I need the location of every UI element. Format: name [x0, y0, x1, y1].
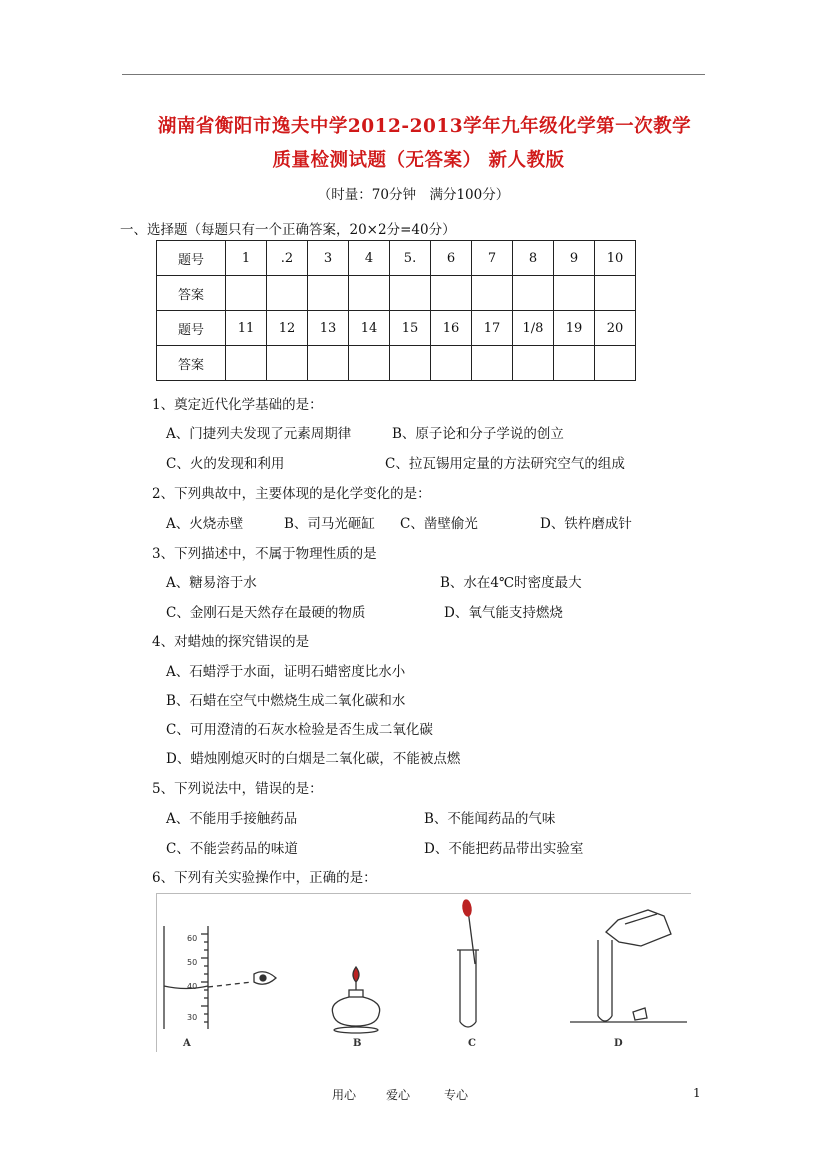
option-a: A、火烧赤壁 — [166, 516, 244, 532]
option-d: D、蜡烛刚熄灭时的白烟是二氧化碳，不能被点燃 — [166, 751, 461, 767]
table-cell: 8 — [513, 241, 554, 276]
scale-mark: 50 — [187, 958, 198, 967]
doc-title-line2: 质量检测试题（无答案） 新人教版 — [272, 150, 565, 171]
table-cell: 12 — [267, 311, 308, 346]
answer-cell[interactable] — [513, 346, 554, 381]
answer-cell[interactable] — [472, 346, 513, 381]
question-5-stem: 5、下列说法中，错误的是： — [152, 781, 323, 797]
question-3-stem: 3、下列描述中，不属于物理性质的是 — [152, 546, 377, 562]
table-row — [157, 241, 636, 276]
table-cell: 1/8 — [513, 311, 554, 346]
table-cell: 19 — [554, 311, 595, 346]
scale-mark: 30 — [187, 1013, 198, 1022]
answer-cell[interactable] — [308, 276, 349, 311]
answer-cell[interactable] — [390, 276, 431, 311]
table-cell: 4 — [349, 241, 390, 276]
doc-title-line1: 湖南省衡阳市逸夫中学2012-2013学年九年级化学第一次教学 — [157, 116, 692, 137]
table-cell: 20 — [595, 311, 636, 346]
table-cell: .2 — [267, 241, 308, 276]
option-d: D、铁杵磨成针 — [540, 516, 632, 532]
answer-cell[interactable] — [226, 346, 267, 381]
table-cell: 11 — [226, 311, 267, 346]
table-cell: 7 — [472, 241, 513, 276]
answer-cell[interactable] — [554, 346, 595, 381]
option-b: B、水在4℃时密度最大 — [440, 575, 582, 591]
table-cell: 5. — [390, 241, 431, 276]
option-b: B、石蜡在空气中燃烧生成二氧化碳和水 — [166, 693, 406, 709]
answer-cell[interactable] — [226, 276, 267, 311]
question-4-stem: 4、对蜡烛的探究错误的是 — [152, 634, 310, 650]
option-b: B、原子论和分子学说的创立 — [392, 426, 564, 442]
figure-b-alcohol-lamp — [332, 967, 379, 1033]
table-cell-label: 题号 — [157, 311, 226, 346]
figure-c-dropper-test-tube — [457, 900, 479, 1027]
option-a: A、门捷列夫发现了元素周期律 — [166, 426, 352, 442]
option-a: A、石蜡浮于水面，证明石蜡密度比水小 — [166, 664, 406, 680]
answer-cell[interactable] — [595, 276, 636, 311]
table-cell: 10 — [595, 241, 636, 276]
table-cell: 13 — [308, 311, 349, 346]
table-cell: 16 — [431, 311, 472, 346]
table-cell: 3 — [308, 241, 349, 276]
lab-operations-figure — [156, 893, 691, 1052]
figure-label: A — [183, 1038, 191, 1049]
answer-cell[interactable] — [267, 276, 308, 311]
table-row — [157, 311, 636, 346]
option-d: D、不能把药品带出实验室 — [424, 841, 584, 857]
table-row — [157, 346, 636, 381]
option-c: C、可用澄清的石灰水检验是否生成二氧化碳 — [166, 722, 433, 738]
option-a: A、不能用手接触药品 — [166, 811, 298, 827]
answer-cell[interactable] — [431, 276, 472, 311]
figure-d-pouring-liquid — [570, 910, 687, 1022]
answer-cell[interactable] — [513, 276, 554, 311]
figure-label: C — [468, 1038, 476, 1049]
table-cell: 15 — [390, 311, 431, 346]
scale-mark: 40 — [187, 982, 198, 991]
footer-motto-1: 用心 — [332, 1088, 357, 1102]
figure-a-graduated-cylinder — [164, 926, 276, 1029]
option-c: C、凿壁偷光 — [400, 516, 478, 532]
option-a: A、糖易溶于水 — [166, 575, 257, 591]
answer-cell[interactable] — [595, 346, 636, 381]
answer-cell[interactable] — [431, 346, 472, 381]
table-cell: 6 — [431, 241, 472, 276]
answer-cell[interactable] — [390, 346, 431, 381]
question-1-stem: 1、奠定近代化学基础的是： — [152, 397, 323, 413]
table-cell: 9 — [554, 241, 595, 276]
section-heading: 一、选择题（每题只有一个正确答案，20×2分=40分） — [120, 222, 456, 238]
answer-cell[interactable] — [554, 276, 595, 311]
question-6-stem: 6、下列有关实验操作中，正确的是： — [152, 870, 377, 886]
question-2-stem: 2、下列典故中，主要体现的是化学变化的是： — [152, 486, 431, 502]
header-rule — [122, 74, 705, 75]
option-d: C、拉瓦锡用定量的方法研究空气的组成 — [385, 456, 625, 472]
footer-motto-3: 专心 — [444, 1088, 469, 1102]
option-b: B、不能闻药品的气味 — [424, 811, 556, 827]
option-c: C、金刚石是天然存在最硬的物质 — [166, 605, 366, 621]
exam-duration: （时量：70分钟 满分100分） — [317, 187, 510, 203]
answer-cell[interactable] — [267, 346, 308, 381]
answer-cell[interactable] — [308, 346, 349, 381]
option-d: D、氧气能支持燃烧 — [444, 605, 563, 621]
table-cell-label: 答案 — [157, 346, 226, 381]
lab-figure-svg — [157, 894, 691, 1052]
figure-label: D — [614, 1038, 623, 1049]
option-c: C、不能尝药品的味道 — [166, 841, 298, 857]
page-number: 1 — [693, 1086, 701, 1100]
scale-mark: 60 — [187, 934, 198, 943]
footer-motto-2: 爱心 — [386, 1088, 411, 1102]
table-cell: 1 — [226, 241, 267, 276]
table-cell-label: 题号 — [157, 241, 226, 276]
answer-cell[interactable] — [472, 276, 513, 311]
answer-cell[interactable] — [349, 276, 390, 311]
option-c: C、火的发现和利用 — [166, 456, 285, 472]
figure-label: B — [353, 1038, 362, 1049]
table-cell: 14 — [349, 311, 390, 346]
option-b: B、司马光砸缸 — [284, 516, 375, 532]
table-cell-label: 答案 — [157, 276, 226, 311]
answer-cell[interactable] — [349, 346, 390, 381]
table-cell: 17 — [472, 311, 513, 346]
answer-table — [156, 240, 636, 381]
table-row — [157, 276, 636, 311]
